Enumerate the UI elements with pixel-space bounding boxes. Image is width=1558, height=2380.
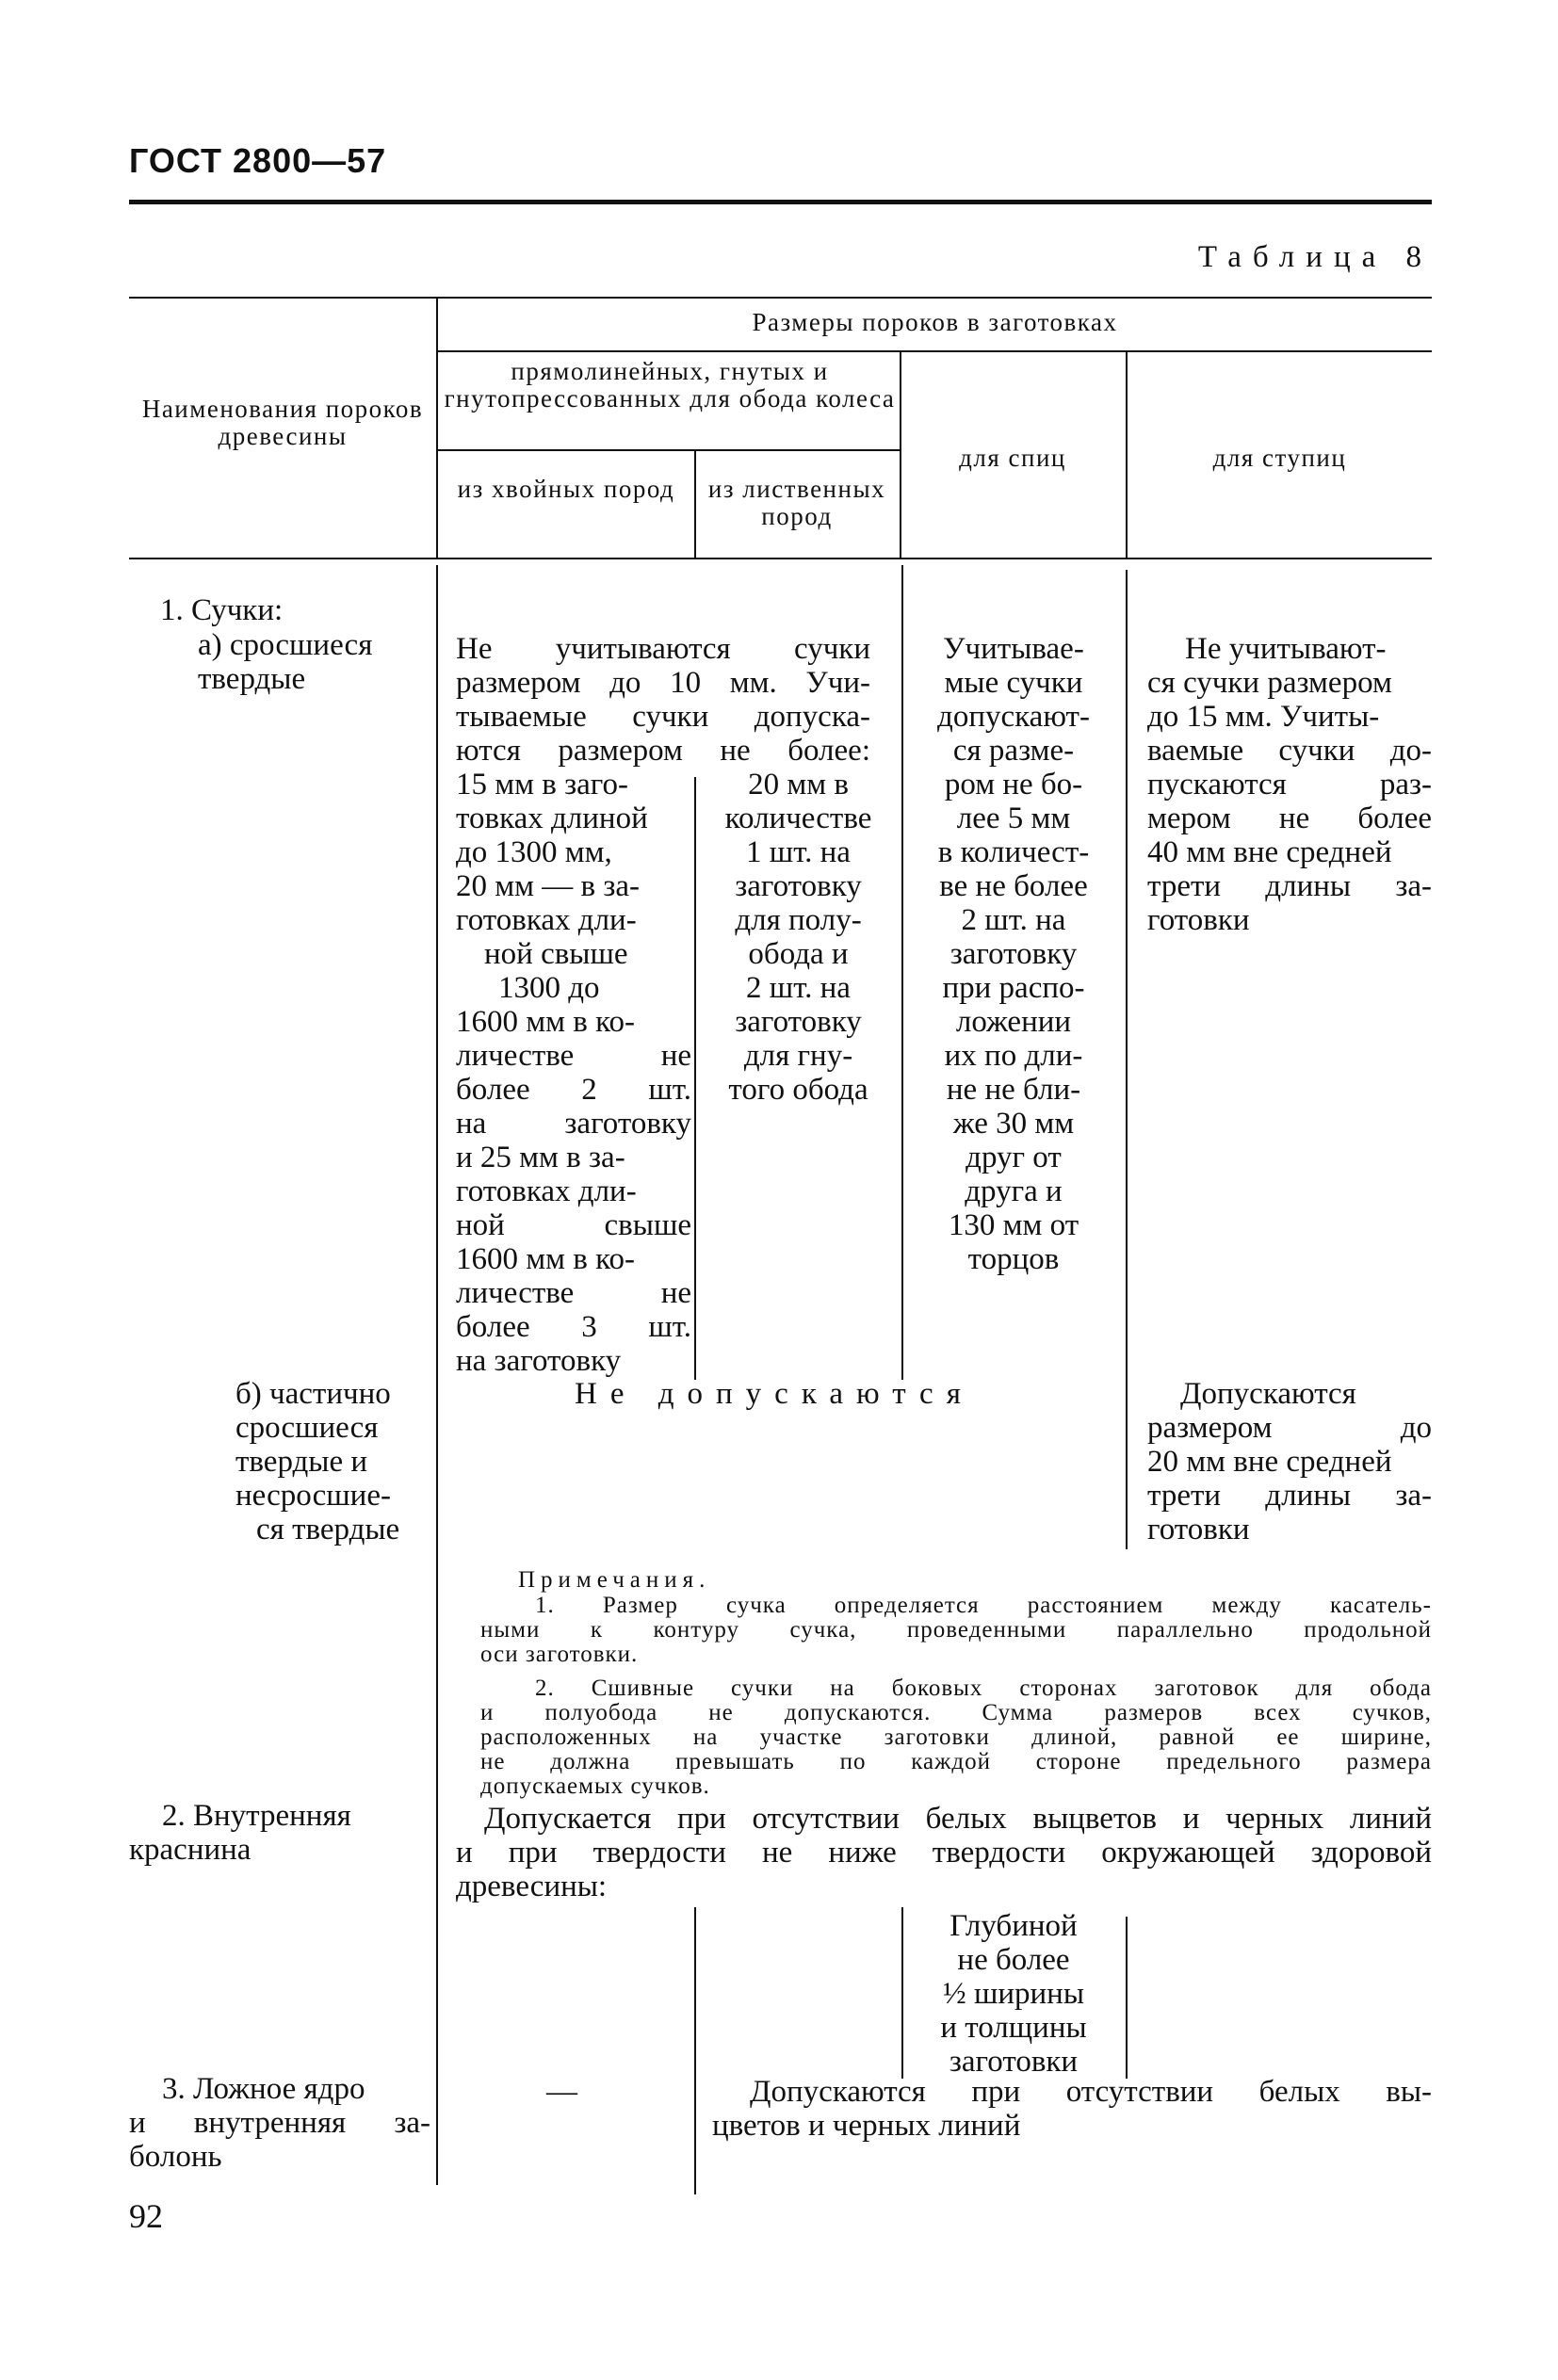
- text-line: Не учитывают-: [1185, 632, 1387, 666]
- text-line: заготовку: [735, 869, 862, 903]
- body-col-line-4: [1126, 570, 1128, 1549]
- text-line: 1. Размер сучка определяется расстоянием между касатель-: [535, 1593, 1432, 1618]
- text-line: сросшиеся: [235, 1411, 379, 1445]
- text-line: до 1300 мм,: [456, 835, 612, 869]
- knots-rim-intro: [456, 632, 870, 768]
- text-line: до 15 мм. Учиты-: [1147, 700, 1380, 734]
- knots-sub-b: [235, 1377, 433, 1546]
- page-number: 92: [129, 2197, 163, 2235]
- text-line: количестве: [724, 801, 872, 835]
- text-line: 1600 мм в ко-: [456, 1005, 635, 1039]
- notes-title: Примечания.: [518, 1567, 711, 1593]
- text-line: допускают-: [937, 700, 1090, 734]
- text-line: ной свыше: [456, 1208, 691, 1242]
- text-line: оси заготовки.: [480, 1642, 639, 1667]
- knots-deciduous: [702, 768, 895, 1107]
- col-spokes: для спиц: [959, 444, 1066, 472]
- text-line: и 25 мм в за-: [456, 1141, 625, 1174]
- text-line: 2 шт. на: [961, 903, 1066, 937]
- text-line: ваемые сучки до-: [1147, 734, 1432, 768]
- text-line: 20 мм вне средней: [1147, 1445, 1392, 1479]
- knots-sub-a: [198, 628, 424, 696]
- inner-red-text: [456, 1802, 1432, 1903]
- false-core-coniferous: —: [546, 2075, 577, 2109]
- text-line: краснина: [129, 1833, 252, 1867]
- sizes-rule: [438, 350, 1432, 352]
- text-line: и при твердости не ниже твердости окружающей здоровой: [456, 1836, 1432, 1870]
- text-line: твердые и: [235, 1445, 368, 1479]
- text-line: мером не более: [1147, 801, 1432, 835]
- text-line: для полу-: [735, 903, 862, 937]
- text-line: 2. Внутренняя: [162, 1799, 351, 1833]
- red-col-line-2: [694, 1907, 696, 2194]
- text-line: Допускаются при отсутствии белых вы-: [750, 2075, 1432, 2109]
- knots-sub-b-hubs: [1147, 1377, 1432, 1546]
- text-line: 2. Сшивные сучки на боковых сторонах заготовок для обода: [535, 1676, 1432, 1701]
- text-line: 1300 до: [498, 971, 600, 1005]
- col-deciduous: из лиственных пород: [707, 475, 886, 530]
- body-col-line-3: [901, 565, 903, 1380]
- header-rule: [129, 200, 1432, 204]
- text-line: торцов: [967, 1242, 1060, 1276]
- text-line: более 2 шт.: [456, 1073, 691, 1107]
- red-col-line-4: [1126, 1917, 1128, 2079]
- knots-sub-b-value: Не допускаются: [575, 1377, 974, 1411]
- col-hubs: для ступиц: [1212, 444, 1347, 472]
- text-line: мые сучки: [944, 666, 1083, 700]
- col-rim: прямолинейных, гнутых и гнутопрессованных для обода колеса: [444, 357, 896, 413]
- text-line: на заготовку: [456, 1107, 691, 1141]
- text-line: ½ ширины: [942, 1977, 1085, 2011]
- text-line: готовках дли-: [456, 1174, 637, 1208]
- text-line: расположенных на участке заготовки длиной, равной ее ширине,: [480, 1724, 1432, 1750]
- text-line: размером до: [1147, 1411, 1432, 1445]
- knots-spokes: [904, 632, 1123, 1276]
- knots-coniferous: [456, 768, 691, 1378]
- table-top-rule: [129, 297, 1432, 299]
- text-line: 130 мм от: [948, 1208, 1079, 1242]
- col-coniferous: из хвойных пород: [457, 475, 675, 503]
- document-header: ГОСТ 2800—57: [129, 141, 387, 180]
- text-line: готовки: [1147, 903, 1250, 937]
- text-line: личестве не: [456, 1276, 691, 1310]
- text-line: Глубиной: [949, 1909, 1078, 1943]
- text-line: б) частично: [235, 1377, 391, 1411]
- text-line: лее 5 мм: [956, 801, 1071, 835]
- body-col-line-1: [436, 565, 438, 2185]
- text-line: не должна превышать по каждой стороне предельного размера: [480, 1749, 1432, 1774]
- text-line: 20 мм — в за-: [456, 869, 641, 903]
- text-line: цветов и черных линий: [712, 2109, 1021, 2143]
- text-line: 2 шт. на: [746, 971, 851, 1005]
- header-bottom-rule: [129, 558, 1432, 559]
- text-line: ложении: [955, 1005, 1072, 1039]
- text-line: 3. Ложное ядро: [162, 2072, 365, 2106]
- text-line: ве не более: [939, 869, 1088, 903]
- text-line: для гну-: [743, 1039, 853, 1073]
- body-col-line-2: [694, 777, 696, 1380]
- text-line: Допускаются: [1180, 1377, 1356, 1411]
- knots-sub-a-text: а) сросшиеся твердые: [198, 628, 373, 696]
- text-line: готовки: [1147, 1513, 1250, 1546]
- note-1: [480, 1594, 1432, 1667]
- text-line: тываемые сучки допуска-: [456, 700, 870, 734]
- text-line: и внутренняя за-: [129, 2106, 430, 2140]
- text-line: обода и: [748, 937, 849, 971]
- false-core-name: [129, 2072, 430, 2174]
- text-line: того обода: [728, 1073, 868, 1107]
- false-core-text: [712, 2075, 1432, 2143]
- text-line: болонь: [129, 2140, 222, 2174]
- text-line: заготовки: [949, 2045, 1079, 2079]
- text-line: допускаемых сучков.: [480, 1773, 710, 1799]
- text-line: 40 мм вне средней: [1147, 835, 1392, 869]
- text-line: не не бли-: [946, 1073, 1081, 1107]
- text-line: на заготовку: [456, 1344, 622, 1378]
- text-line: древесины:: [456, 1870, 608, 1903]
- text-line: ся разме-: [952, 734, 1075, 768]
- text-line: 15 мм в заго-: [456, 768, 628, 801]
- text-line: Не учитываются сучки: [456, 632, 870, 666]
- text-line: их по дли-: [944, 1039, 1083, 1073]
- text-line: готовках дли-: [456, 903, 637, 937]
- text-line: 20 мм в: [748, 768, 849, 801]
- text-line: ной свыше: [484, 937, 628, 971]
- text-line: в количест-: [937, 835, 1090, 869]
- rim-rule: [438, 449, 900, 451]
- table-name: Таблица 8: [1197, 240, 1433, 274]
- text-line: товках длиной: [456, 801, 648, 835]
- text-line: трети длины за-: [1147, 1479, 1432, 1513]
- text-line: друг от: [966, 1141, 1062, 1174]
- text-line: и полуобода не допускаются. Сумма размеров всех сучков,: [480, 1700, 1432, 1725]
- knots-name: 1. Сучки:: [160, 593, 284, 627]
- text-line: Допускается при отсутствии белых выцветов и черных линий: [484, 1802, 1432, 1836]
- text-line: заготовку: [735, 1005, 862, 1039]
- text-line: друга и: [965, 1174, 1063, 1208]
- inner-red-spokes: [904, 1909, 1123, 2079]
- text-line: более 3 шт.: [456, 1310, 691, 1344]
- text-line: при распо-: [942, 971, 1085, 1005]
- text-line: несросшие-: [235, 1479, 391, 1513]
- text-line: и толщины: [940, 2011, 1087, 2045]
- inner-red-name: [129, 1799, 430, 1867]
- col-defect-names: Наименования пороков древесины: [141, 395, 424, 450]
- text-line: Учитывае-: [943, 632, 1084, 666]
- text-line: же 30 мм: [952, 1107, 1075, 1141]
- text-line: трети длины за-: [1147, 869, 1432, 903]
- text-line: ются размером не более:: [456, 734, 870, 768]
- text-line: личестве не: [456, 1039, 691, 1073]
- col-line-2: [694, 449, 696, 558]
- text-line: 1 шт. на: [746, 835, 851, 869]
- text-line: ся сучки размером: [1147, 666, 1392, 700]
- text-line: ными к контуру сучка, проведенными параллельно продольной: [480, 1617, 1432, 1643]
- text-line: 1600 мм в ко-: [456, 1242, 635, 1276]
- col-sizes: Размеры пороков в заготовках: [752, 308, 1118, 336]
- text-line: ром не бо-: [944, 768, 1083, 801]
- knots-hubs: [1147, 632, 1432, 937]
- red-col-line-3: [901, 1907, 903, 2079]
- text-line: заготовку: [949, 937, 1078, 971]
- text-line: ся твердые: [256, 1513, 400, 1546]
- text-line: пускаются раз-: [1147, 768, 1432, 801]
- text-line: размером до 10 мм. Учи-: [456, 666, 870, 700]
- note-2: [480, 1676, 1432, 1799]
- text-line: не более: [957, 1943, 1070, 1977]
